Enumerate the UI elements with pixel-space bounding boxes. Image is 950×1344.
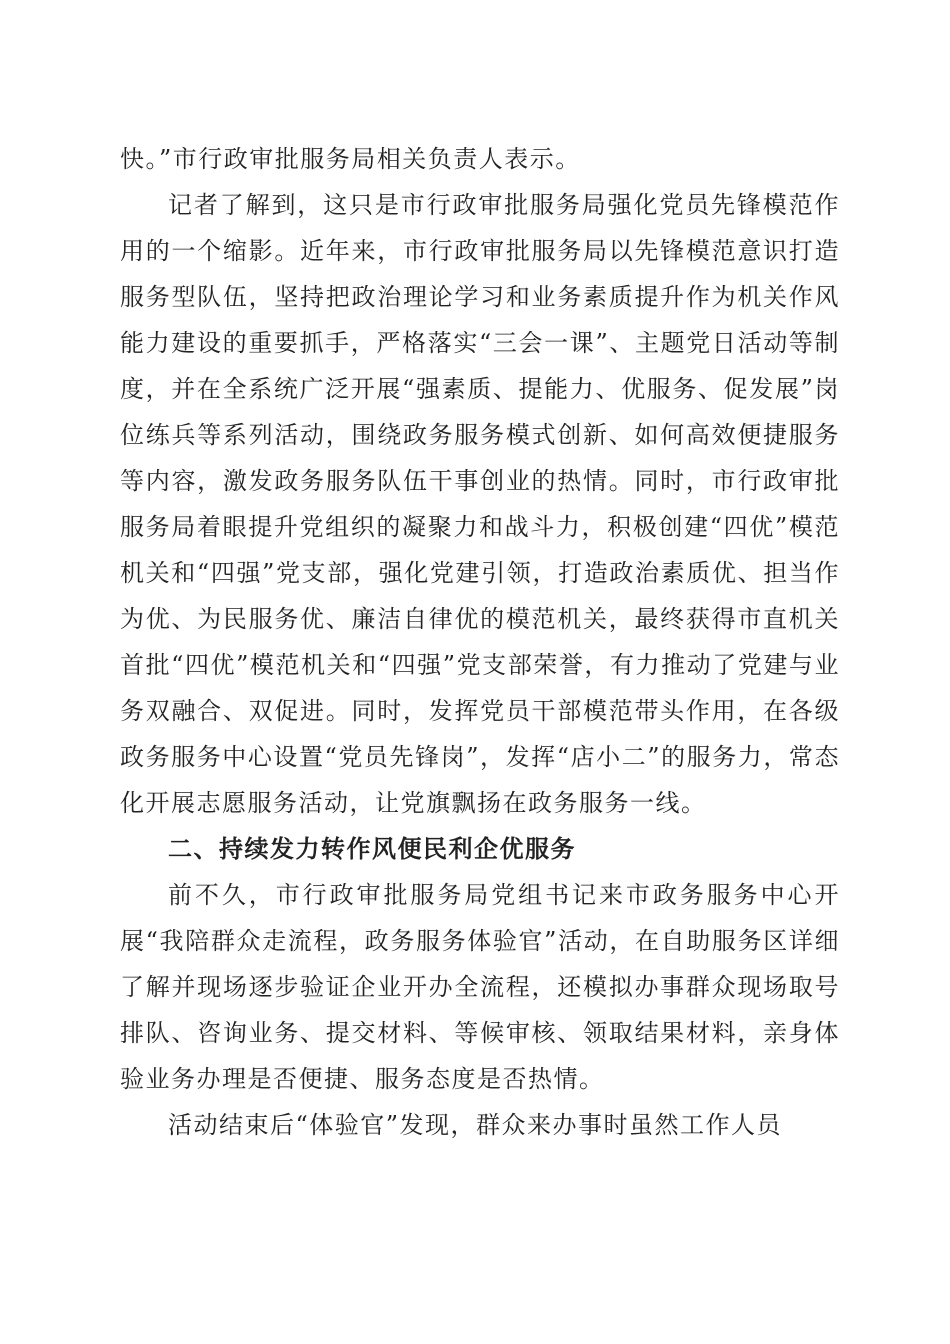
paragraph-party-vanguard: 记者了解到，这只是市行政审批服务局强化党员先锋模范作用的一个缩影。近年来，市行政审批服务局以先锋模范意识打造服务型队伍，坚持把政治理论学习和业务素质提升作为机关作风能力建设的重要抓手，严格落实“三会一课”、主题党日活动等制度，并在全系统广泛开展“强素质、提能力、优服务、促发展”岗位练兵等系列活动，围绕政务服务模式创新、如何高效便捷服务等内容，激发政务服务队伍干事创业的热情。同时，市行政审批服务局着眼提升党组织的凝聚力和战斗力，积极创建“四优”模范机关和“四强”党支部，强化党建引领，打造政治素质优、担当作为优、为民服务优、廉洁自律优的模范机关，最终获得市直机关首批“四优”模范机关和“四强”党支部荣誉，有力推动了党建与业务双融合、双促进。同时，发挥党员干部模范带头作用，在各级政务服务中心设置“党员先锋岗”，发挥“店小二”的服务力，常态化开展志愿服务活动，让党旗飘扬在政务服务一线。 xyxy=(120,191,840,817)
article-body xyxy=(120,136,840,1148)
section-heading: 二、持续发力转作风便民利企优服务 xyxy=(168,835,576,863)
paragraph-experience-officer: 前不久，市行政审批服务局党组书记来市政务服务中心开展“我陪群众走流程，政务服务体验官”活动，在自助服务区详细了解并现场逐步验证企业开办全流程，还模拟办事群众现场取号排队、咨询业务、提交材料、等候审核、领取结果材料，亲身体验业务办理是否便捷、服务态度是否热情。 xyxy=(120,881,840,1093)
paragraph-activity-result: 活动结束后“体验官”发现，群众来办事时虽然工作人员 xyxy=(168,1111,783,1139)
paragraph-continuation: 快。”市行政审批服务局相关负责人表示。 xyxy=(120,145,581,173)
